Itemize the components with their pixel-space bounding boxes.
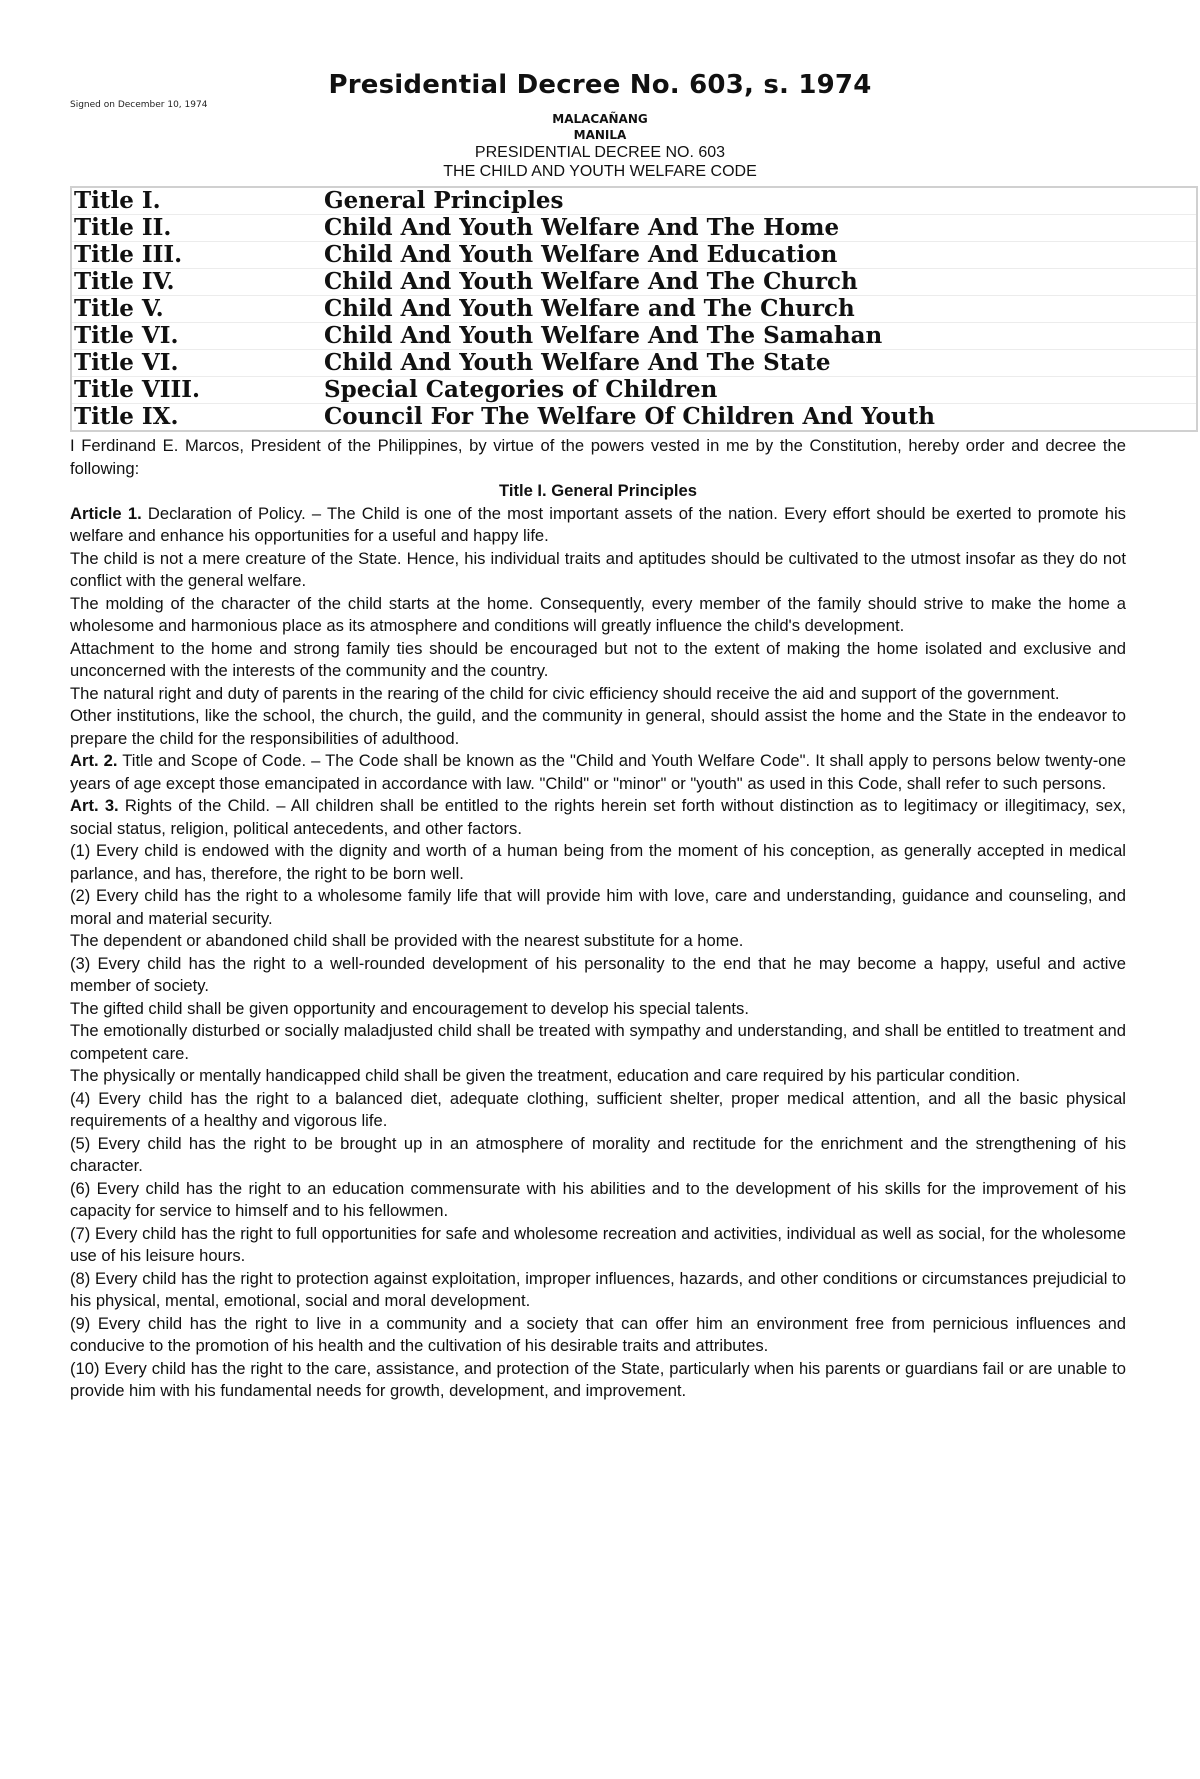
title-number: Title II. [71, 215, 322, 242]
paragraph-text: Rights of the Child. – All children shall be entitled to the rights herein set forth without distinction as to legitimacy or illegitimacy, sex, social status, religion, political antecedents, and other factors. [70, 796, 1126, 838]
paragraph [70, 840, 1126, 885]
title-number: Title IV. [71, 269, 322, 296]
paragraph-text: The emotionally disturbed or socially maladjusted child shall be treated with sympathy and understanding, and shall be entitled to treatment and competent care. [70, 1021, 1126, 1063]
paragraph [70, 638, 1126, 683]
article-label: Art. 3. [70, 796, 119, 815]
table-row [71, 187, 1197, 215]
paragraph-text: The physically or mentally handicapped child shall be given the treatment, education and care required by his particular condition. [70, 1066, 1021, 1085]
title-number: Title IX. [71, 404, 322, 432]
title-number: Title VI. [71, 350, 322, 377]
paragraph [70, 1020, 1126, 1065]
table-row [71, 404, 1197, 432]
table-row [71, 296, 1197, 323]
table-row [71, 242, 1197, 269]
paragraph-text: (7) Every child has the right to full opportunities for safe and wholesome recreation and activities, individual as well as social, for the wholesome use of his leisure hours. [70, 1223, 1126, 1265]
title-name: Child And Youth Welfare and The Church [322, 296, 1197, 323]
title-number: Title I. [71, 187, 322, 215]
article-label: Art. 2. [70, 751, 118, 770]
intro-paragraph: I Ferdinand E. Marcos, President of the Philippines, by virtue of the powers vested in me by the Constitution, hereby order and decree the following: [70, 436, 1126, 478]
section-heading: Title I. General Principles [499, 481, 697, 500]
paragraph-text: (6) Every child has the right to an education commensurate with his abilities and to the development of his skills for the improvement of his capacity for service to himself and to his fellowmen. [70, 1178, 1126, 1220]
paragraph-text: (1) Every child is endowed with the dignity and worth of a human being from the moment of his conception, as generally accepted in medical parlance, and has, therefore, the right to be born well. [70, 841, 1126, 883]
paragraph [70, 1358, 1126, 1403]
paragraph-text: (5) Every child has the right to be brought up in an atmosphere of morality and rectitude for the enrichment and the strengthening of his character. [70, 1133, 1126, 1175]
paragraph [70, 1268, 1126, 1313]
title-name: Child And Youth Welfare And The Samahan [322, 323, 1197, 350]
paragraph [70, 1065, 1126, 1088]
paragraph [70, 503, 1126, 548]
table-row [71, 269, 1197, 296]
header-line-decree-number: PRESIDENTIAL DECREE NO. 603 [474, 144, 726, 161]
page-title: Presidential Decree No. 603, s. 1974 [328, 70, 872, 100]
paragraph [70, 953, 1126, 998]
paragraph [70, 683, 1126, 706]
paragraph [70, 1313, 1126, 1358]
paragraph [70, 998, 1126, 1021]
paragraph [70, 548, 1126, 593]
title-name: Council For The Welfare Of Children And Youth [322, 404, 1197, 432]
paragraph-text: The dependent or abandoned child shall be provided with the nearest substitute for a home. [70, 931, 744, 950]
titles-table [70, 186, 1198, 432]
paragraph [70, 1223, 1126, 1268]
paragraph-text: Title and Scope of Code. – The Code shall be known as the "Child and Youth Welfare Code". It shall apply to persons below twenty-one years of age except those emancipated in accordance with law. "Child" or "minor" or "youth" as used in this Code, shall refer to such persons. [70, 751, 1126, 793]
paragraph-text: (10) Every child has the right to the care, assistance, and protection of the State, particularly when his parents or guardians fail or are unable to provide him with his fundamental needs for growth, development, and improvement. [70, 1358, 1126, 1400]
paragraph-text: (3) Every child has the right to a well-rounded development of his personality to the end that he may become a happy, useful and active member of society. [70, 953, 1126, 995]
title-name: Child And Youth Welfare And Education [322, 242, 1197, 269]
paragraph-text: The gifted child shall be given opportunity and encouragement to develop his special talents. [70, 998, 749, 1018]
table-row [71, 377, 1197, 404]
paragraph-text: Declaration of Policy. – The Child is one of the most important assets of the nation. Every effort should be exerted to promote his welfare and enhance his opportunities for a useful and happy life. [70, 503, 1126, 545]
paragraph [70, 930, 1126, 953]
paragraph-text: (8) Every child has the right to protection against exploitation, improper influences, hazards, and other conditions or circumstances prejudicial to his physical, mental, emotional, social and moral development. [70, 1268, 1126, 1310]
title-number: Title VIII. [71, 377, 322, 404]
paragraph-text: (2) Every child has the right to a wholesome family life that will provide him with love, care and understanding, guidance and counseling, and moral and material security. [70, 886, 1126, 928]
title-name: Child And Youth Welfare And The Church [322, 269, 1197, 296]
paragraph-text: The natural right and duty of parents in the rearing of the child for civic efficiency should receive the aid and support of the government. [70, 683, 1060, 703]
decree-body [70, 435, 1126, 1403]
paragraph [70, 1178, 1126, 1223]
title-number: Title VI. [71, 323, 322, 350]
paragraph-text: The molding of the character of the child starts at the home. Consequently, every member of the family should strive to make the home a wholesome and harmonious place as its atmosphere and conditions will greatly influence the child's development. [70, 593, 1126, 635]
title-name: Child And Youth Welfare And The Home [322, 215, 1197, 242]
title-name: General Principles [322, 187, 1197, 215]
table-row [71, 350, 1197, 377]
paragraph [70, 885, 1126, 930]
paragraph-text: Attachment to the home and strong family ties should be encouraged but not to the extent of making the home isolated and exclusive and unconcerned with the interests of the community and the country. [70, 638, 1126, 680]
paragraph [70, 593, 1126, 638]
table-row [71, 323, 1197, 350]
header-line-manila: MANILA [573, 128, 627, 142]
header-line-code-name: THE CHILD AND YOUTH WELFARE CODE [443, 163, 757, 180]
decree-header [0, 111, 1200, 181]
paragraph [70, 705, 1126, 750]
article-label: Article 1. [70, 503, 142, 523]
table-row [71, 215, 1197, 242]
paragraph [70, 750, 1126, 795]
paragraph-text: (4) Every child has the right to a balanced diet, adequate clothing, sufficient shelter, proper medical attention, and all the basic physical requirements of a healthy and vigorous life. [70, 1088, 1126, 1130]
title-name: Special Categories of Children [322, 377, 1197, 404]
title-number: Title III. [71, 242, 322, 269]
paragraph [70, 1088, 1126, 1133]
paragraph-text: The child is not a mere creature of the State. Hence, his individual traits and aptitudes should be cultivated to the utmost insofar as they do not conflict with the general welfare. [70, 548, 1126, 590]
header-line-malacanang: MALACAÑANG [552, 112, 648, 126]
paragraph [70, 1133, 1126, 1178]
signed-date: Signed on December 10, 1974 [70, 100, 208, 110]
title-number: Title V. [71, 296, 322, 323]
paragraph [70, 795, 1126, 840]
paragraph-text: (9) Every child has the right to live in a community and a society that can offer him an environment free from pernicious influences and conducive to the promotion of his health and the cultivation of his desirable traits and attributes. [70, 1313, 1126, 1355]
paragraph-text: Other institutions, like the school, the church, the guild, and the community in general, should assist the home and the State in the endeavor to prepare the child for the responsibilities of adulthood. [70, 706, 1126, 748]
title-name: Child And Youth Welfare And The State [322, 350, 1197, 377]
